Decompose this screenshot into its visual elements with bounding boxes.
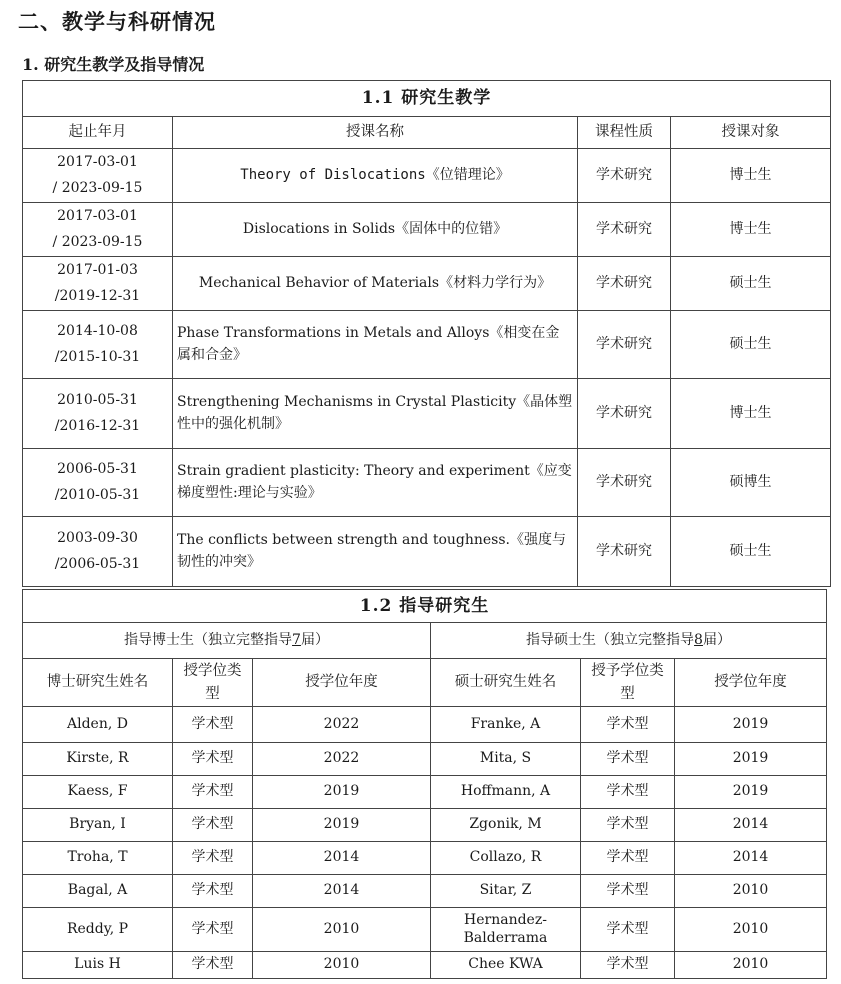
ms-type-cell: 学术型 <box>581 809 675 842</box>
period-cell <box>23 311 173 379</box>
ms-name-cell: Collazo, R <box>431 842 581 875</box>
audience-cell: 硕博生 <box>671 449 831 517</box>
nature-cell: 学术研究 <box>578 203 671 257</box>
course-cell: Mechanical Behavior of Materials《材料力学行为》 <box>173 257 578 311</box>
audience-cell: 博士生 <box>671 149 831 203</box>
phd-type-cell: 学术型 <box>173 875 253 908</box>
header-course: 授课名称 <box>173 117 578 149</box>
header-period: 起止年月 <box>23 117 173 149</box>
nature-cell: 学术研究 <box>578 517 671 587</box>
supervision-header-row <box>23 659 827 707</box>
start-date: 2003-09-30 <box>57 529 138 546</box>
period-cell <box>23 257 173 311</box>
header-phd-type: 授学位类型 <box>173 659 253 707</box>
phd-year-cell: 2019 <box>253 776 431 809</box>
ms-name-cell: Chee KWA <box>431 952 581 979</box>
supervision-title-row <box>23 590 827 623</box>
end-date: /2016-12-31 <box>54 417 141 434</box>
phd-year-cell: 2014 <box>253 842 431 875</box>
nature-cell: 学术研究 <box>578 257 671 311</box>
ms-name-cell: Franke, A <box>431 707 581 743</box>
table-row <box>23 149 831 203</box>
ms-name-cell: Hernandez-Balderrama <box>431 908 581 952</box>
master-group-header <box>431 623 827 659</box>
header-ms-year: 授学位年度 <box>675 659 827 707</box>
end-date: /2010-05-31 <box>54 486 141 503</box>
phd-year-cell: 2022 <box>253 707 431 743</box>
group-header-row <box>23 623 827 659</box>
ms-year-cell: 2014 <box>675 842 827 875</box>
phd-name-cell: Kirste, R <box>23 743 173 776</box>
phd-name-cell: Bryan, I <box>23 809 173 842</box>
nature-cell: 学术研究 <box>578 149 671 203</box>
phd-type-cell: 学术型 <box>173 743 253 776</box>
phd-name-cell: Reddy, P <box>23 908 173 952</box>
phd-type-cell: 学术型 <box>173 809 253 842</box>
nature-cell: 学术研究 <box>578 449 671 517</box>
master-group-suffix: 届） <box>702 631 731 648</box>
phd-type-cell: 学术型 <box>173 908 253 952</box>
ms-year-cell: 2014 <box>675 809 827 842</box>
teaching-table <box>22 80 831 587</box>
teaching-title: 1.1 研究生教学 <box>23 81 831 117</box>
end-date: / 2023-09-15 <box>52 233 143 250</box>
audience-cell: 博士生 <box>671 203 831 257</box>
ms-year-cell: 2019 <box>675 776 827 809</box>
start-date: 2017-03-01 <box>57 153 138 170</box>
phd-type-cell: 学术型 <box>173 842 253 875</box>
table-row <box>23 311 831 379</box>
teaching-header-row <box>23 117 831 149</box>
table-row <box>23 203 831 257</box>
table-row <box>23 257 831 311</box>
start-date: 2006-05-31 <box>57 460 138 477</box>
nature-cell: 学术研究 <box>578 379 671 449</box>
master-group-count: 8 <box>694 631 703 648</box>
table-row <box>23 842 827 875</box>
table-row <box>23 776 827 809</box>
table-row <box>23 875 827 908</box>
phd-name-cell: Troha, T <box>23 842 173 875</box>
table-row <box>23 952 827 979</box>
course-cell: Strengthening Mechanisms in Crystal Plasticity《晶体塑性中的强化机制》 <box>173 379 578 449</box>
end-date: / 2023-09-15 <box>52 179 143 196</box>
table-row <box>23 908 827 952</box>
ms-year-cell: 2019 <box>675 743 827 776</box>
supervision-title: 1.2 指导研究生 <box>23 590 827 623</box>
period-cell <box>23 203 173 257</box>
phd-name-cell: Luis H <box>23 952 173 979</box>
ms-type-cell: 学术型 <box>581 743 675 776</box>
section-subheading: 1. 研究生教学及指导情况 <box>22 55 205 74</box>
phd-year-cell: 2014 <box>253 875 431 908</box>
ms-name-cell: Mita, S <box>431 743 581 776</box>
period-cell <box>23 517 173 587</box>
phd-group-header <box>23 623 431 659</box>
supervision-table <box>22 589 827 979</box>
start-date: 2014-10-08 <box>57 322 138 339</box>
phd-name-cell: Alden, D <box>23 707 173 743</box>
teaching-title-row <box>23 81 831 117</box>
audience-cell: 博士生 <box>671 379 831 449</box>
phd-year-cell: 2010 <box>253 952 431 979</box>
start-date: 2017-03-01 <box>57 207 138 224</box>
course-cell: The conflicts between strength and toughness.《强度与韧性的冲突》 <box>173 517 578 587</box>
end-date: /2015-10-31 <box>54 348 141 365</box>
table-row <box>23 517 831 587</box>
phd-type-cell: 学术型 <box>173 776 253 809</box>
nature-cell: 学术研究 <box>578 311 671 379</box>
ms-type-cell: 学术型 <box>581 908 675 952</box>
phd-year-cell: 2022 <box>253 743 431 776</box>
ms-name-cell: Zgonik, M <box>431 809 581 842</box>
master-group-prefix: 指导硕士生（独立完整指导 <box>526 631 695 648</box>
table-row <box>23 379 831 449</box>
table-row <box>23 707 827 743</box>
audience-cell: 硕士生 <box>671 311 831 379</box>
start-date: 2017-01-03 <box>57 261 138 278</box>
course-cell: Theory of Dislocations《位错理论》 <box>173 149 578 203</box>
page-heading: 二、教学与科研情况 <box>18 9 216 34</box>
ms-type-cell: 学术型 <box>581 707 675 743</box>
ms-name-cell: Hoffmann, A <box>431 776 581 809</box>
ms-year-cell: 2010 <box>675 875 827 908</box>
phd-name-cell: Kaess, F <box>23 776 173 809</box>
course-cell: Phase Transformations in Metals and Alloys《相变在金属和合金》 <box>173 311 578 379</box>
period-cell <box>23 449 173 517</box>
table-row <box>23 449 831 517</box>
end-date: /2006-05-31 <box>54 555 141 572</box>
phd-type-cell: 学术型 <box>173 952 253 979</box>
phd-type-cell: 学术型 <box>173 707 253 743</box>
period-cell <box>23 149 173 203</box>
phd-group-count: 7 <box>292 631 301 648</box>
phd-name-cell: Bagal, A <box>23 875 173 908</box>
header-phd-year: 授学位年度 <box>253 659 431 707</box>
audience-cell: 硕士生 <box>671 257 831 311</box>
header-audience: 授课对象 <box>671 117 831 149</box>
ms-type-cell: 学术型 <box>581 776 675 809</box>
phd-group-prefix: 指导博士生（独立完整指导 <box>124 631 293 648</box>
phd-group-suffix: 届） <box>300 631 329 648</box>
ms-year-cell: 2019 <box>675 707 827 743</box>
table-row <box>23 809 827 842</box>
table-row <box>23 743 827 776</box>
ms-year-cell: 2010 <box>675 952 827 979</box>
header-ms-name: 硕士研究生姓名 <box>431 659 581 707</box>
start-date: 2010-05-31 <box>57 391 138 408</box>
audience-cell: 硕士生 <box>671 517 831 587</box>
ms-type-cell: 学术型 <box>581 952 675 979</box>
ms-name-cell: Sitar, Z <box>431 875 581 908</box>
header-nature: 课程性质 <box>578 117 671 149</box>
header-phd-name: 博士研究生姓名 <box>23 659 173 707</box>
phd-year-cell: 2019 <box>253 809 431 842</box>
ms-type-cell: 学术型 <box>581 875 675 908</box>
ms-type-cell: 学术型 <box>581 842 675 875</box>
phd-year-cell: 2010 <box>253 908 431 952</box>
header-ms-type: 授予学位类型 <box>581 659 675 707</box>
course-cell: Dislocations in Solids《固体中的位错》 <box>173 203 578 257</box>
period-cell <box>23 379 173 449</box>
ms-year-cell: 2010 <box>675 908 827 952</box>
course-cell: Strain gradient plasticity: Theory and experiment《应变梯度塑性:理论与实验》 <box>173 449 578 517</box>
end-date: /2019-12-31 <box>54 287 141 304</box>
